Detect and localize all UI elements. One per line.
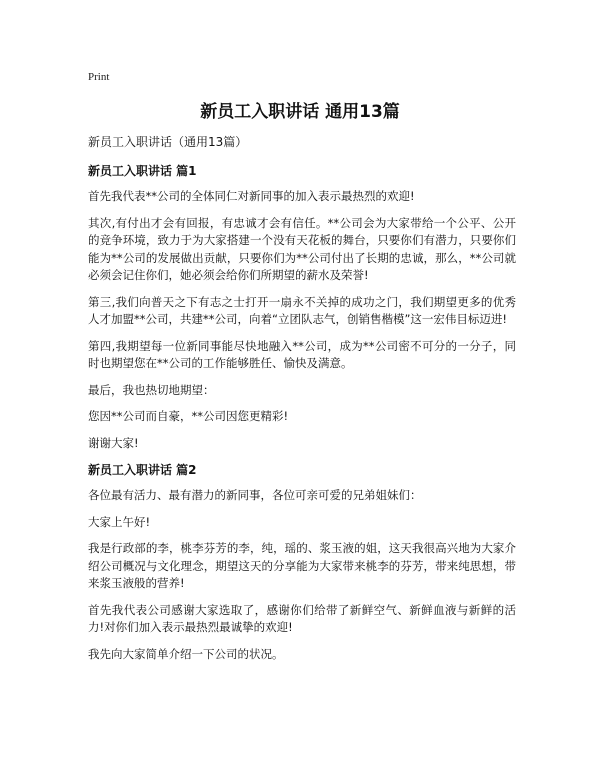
paragraph: 第四,我期望每一位新同事能尽快地融入**公司，成为**公司密不可分的一分子，同时也期望您在**公司的工作能够胜任、愉快及满意。 — [88, 338, 516, 370]
paragraph: 大家上午好! — [88, 514, 151, 529]
paragraph: 首先我代表公司感谢大家选取了，感谢你们给带了新鲜空气、新鲜血液与新鲜的活力!对你们加入表示最热烈最诚挚的欢迎! — [88, 602, 516, 634]
section-1 — [88, 162, 516, 452]
section-heading: 新员工入职讲话 篇1 — [88, 164, 197, 178]
paragraph: 各位最有活力、最有潜力的新同事，各位可亲可爱的兄弟姐妹们： — [88, 488, 422, 502]
paragraph: 首先我代表**公司的全体同仁对新同事的加入表示最热烈的欢迎! — [88, 189, 415, 203]
document-subtitle: 新员工入职讲话（通用13篇） — [88, 135, 248, 149]
section-2 — [88, 461, 516, 663]
paragraph: 第三,我们向普天之下有志之士打开一扇永不关掉的成功之门，我们期望更多的优秀人才加盟**公司，共建**公司，向着“立团队志气，创销售楷模”这一宏伟目标迈进! — [88, 294, 516, 326]
paragraph: 您因**公司而自豪，**公司因您更精彩! — [88, 409, 289, 423]
paragraph: 最后，我也热切地期望： — [88, 382, 215, 397]
print-label: Print — [88, 71, 110, 83]
section-heading: 新员工入职讲话 篇2 — [88, 463, 197, 477]
paragraph: 我先向大家简单介绍一下公司的状况。 — [88, 646, 284, 661]
paragraph: 其次,有付出才会有回报，有忠诚才会有信任。**公司会为大家带给一个公平、公开的竞争环境，致力于为大家搭建一个没有天花板的舞台，只要你们有潜力，只要你们能为**公司的发展做出贡献，只要你们为**公司付出了长期的忠诚，那么，**公司就必须会记住你们，她必须会给你们所期望的薪水及荣誉! — [88, 215, 516, 282]
paragraph: 谢谢大家! — [88, 435, 139, 450]
page-title: 新员工入职讲话 通用13篇 — [200, 102, 400, 122]
document-body — [88, 133, 516, 672]
paragraph: 我是行政部的李，桃李芬芳的李，纯，瑶的、浆玉液的姐，这天我很高兴地为大家介绍公司概况与文化理念，期望这天的分享能为大家带来桃李的芬芳，带来纯思想，带来浆玉液般的营养! — [88, 541, 516, 590]
